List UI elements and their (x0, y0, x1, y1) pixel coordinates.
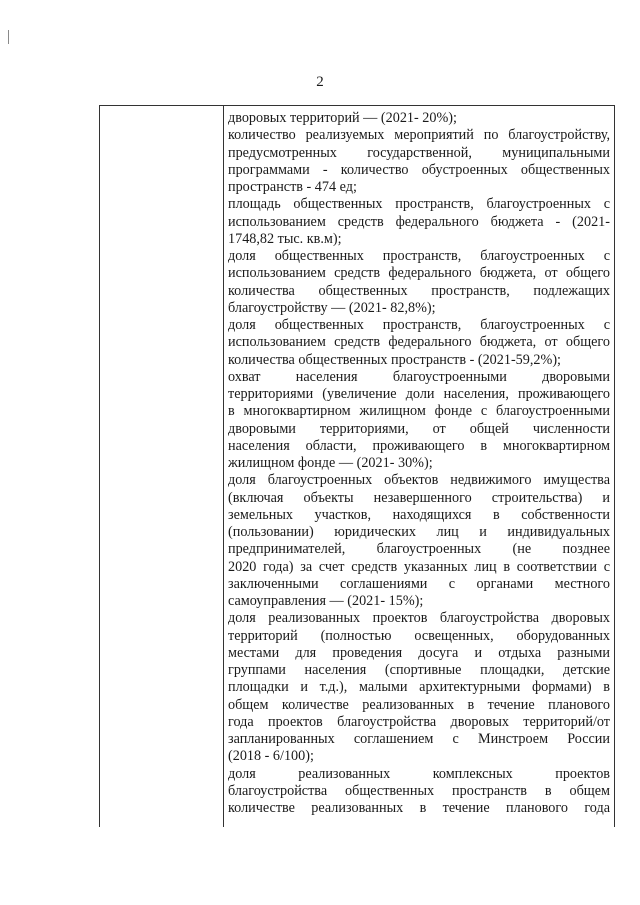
text-line: общем количестве реализованных в течение планового (228, 696, 610, 713)
text-line: доля реализованных комплексных проектов (228, 765, 610, 782)
text-line: заключенными соглашениями с органами местного (228, 575, 610, 592)
text-line: территорий (полностью освещенных, оборудованных (228, 627, 610, 644)
text-line: доля реализованных проектов благоустройства дворовых (228, 610, 610, 627)
text-line: доля благоустроенных объектов недвижимого имущества (228, 472, 610, 489)
text-line: благоустройству — (2021- 82,8%); (228, 299, 436, 316)
text-line: запланированных соглашением с Минстроем России (228, 731, 610, 747)
text-line: количества общественных пространств, подлежащих (228, 282, 610, 299)
text-line: количество реализуемых мероприятий по благоустройству, (228, 127, 610, 144)
text-line: доля общественных пространств, благоустроенных с (228, 317, 610, 333)
text-line: площадь общественных пространств, благоустроенных с (228, 196, 610, 213)
text-line: программами - количество обустроенных общественных (228, 161, 610, 178)
text-line: территориями (увеличение доли населения, проживающего (228, 386, 610, 402)
text-line: использованием средств федерального бюджета, от общего (228, 265, 610, 282)
text-line: 2020 года) за счет средств указанных лиц в соответствии с (228, 558, 610, 575)
text-line: жилищном фонде — (2021- 30%); (228, 455, 433, 471)
text-line: использованием средств федерального бюджета, от общего (228, 334, 610, 351)
document-table (99, 105, 615, 827)
text-line: дворовыми территориями, от общей численности (228, 420, 610, 437)
text-line: (включая объекты незавершенного строительства) и (228, 489, 610, 506)
text-line: площадки и т.д.), малыми архитектурными формами) в (228, 679, 610, 696)
text-line: (пользовании) юридических лиц и индивидуальных (228, 524, 610, 540)
page-number: 2 (316, 74, 324, 90)
text-line: доля общественных пространств, благоустроенных с (228, 248, 610, 264)
text-line: количестве реализованных в течение планового года (228, 800, 610, 816)
text-line: использованием средств федерального бюджета - (2021- (228, 213, 610, 230)
text-line: благоустройства общественных пространств в общем (228, 782, 610, 799)
text-line: земельных участков, находящихся в собственности (228, 506, 610, 523)
text-line: 1748,82 тыс. кв.м); (228, 230, 342, 247)
text-line: дворовых территорий — (2021- 20%); (228, 110, 457, 126)
text-line: пространств - 474 ед; (228, 179, 357, 195)
text-line: местами для проведения досуга и отдыха разными (228, 644, 610, 661)
text-line: в многоквартирном жилищном фонде с благоустроенными (228, 403, 610, 420)
table-cell-text (228, 110, 610, 817)
column-divider (223, 106, 224, 827)
text-line: предпринимателей, благоустроенных (не позднее (228, 541, 610, 558)
text-line: группами населения (спортивные площадки, детские (228, 662, 610, 678)
text-line: охват населения благоустроенными дворовыми (228, 368, 610, 385)
text-line: предусмотренных государственной, муниципальными (228, 144, 610, 161)
scan-margin-mark (8, 30, 9, 44)
text-line: количества общественных пространств - (2021-59,2%); (228, 351, 561, 368)
text-line: населения области, проживающего в многоквартирном (228, 437, 610, 454)
text-line: года проектов благоустройства дворовых территорий/от (228, 713, 610, 730)
text-line: (2018 - 6/100); (228, 748, 314, 765)
text-line: самоуправления — (2021- 15%); (228, 593, 424, 609)
